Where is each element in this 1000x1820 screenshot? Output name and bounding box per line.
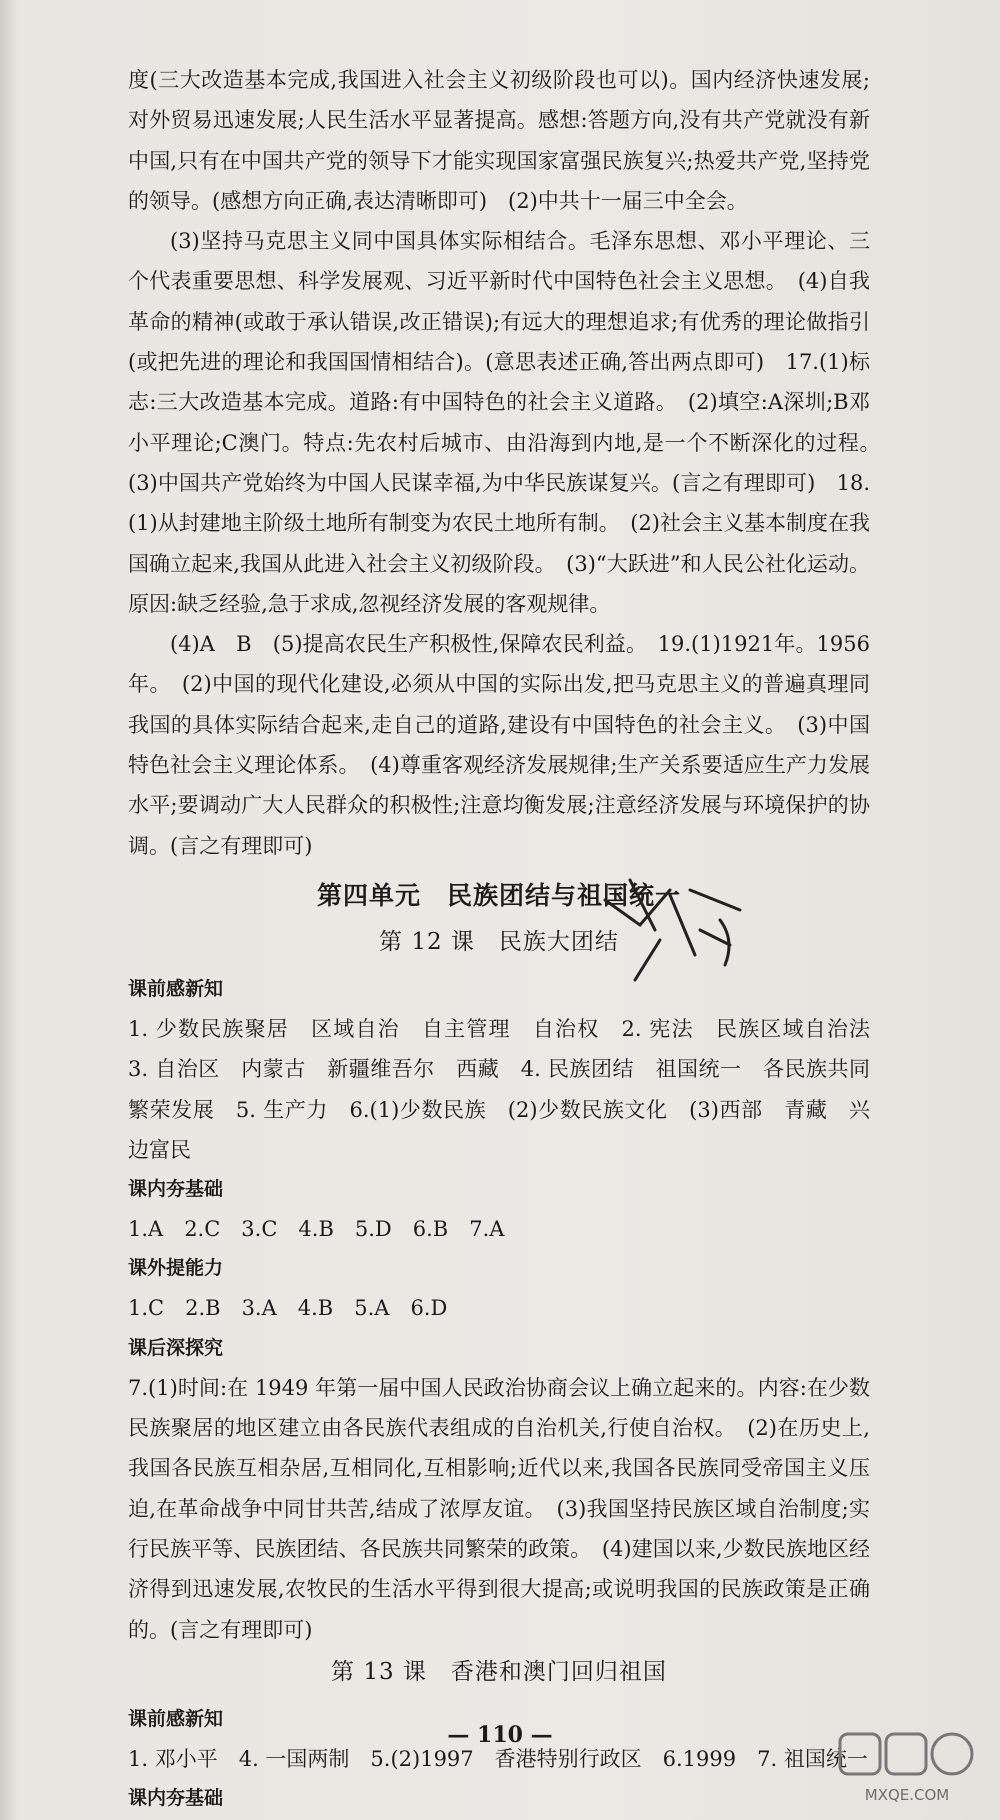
lesson-13-heading-preview: 课前感新知 [128, 1707, 224, 1730]
paragraph-answer-16-cont: 度(三大改造基本完成,我国进入社会主义初级阶段也可以)。国内经济快速发展;对外贸易迅速发展;人民生活水平显著提高。感想:答题方向,没有共产党就没有新中国,只有在中国共产党的领导下才能实现国家富强民族复兴;热爱共产党,坚持党的领导。(感想方向正确,表达清晰即可) (2)中共十一届三中全会。 [128, 68, 870, 213]
lesson-12-title: 第 12 课 民族大团结 [379, 928, 619, 955]
lesson-12-in-class-answers: 1.A 2.C 3.C 4.B 5.D 6.B 7.A [128, 1217, 505, 1242]
lesson-12-heading-in-class: 课内夯基础 [128, 1178, 224, 1201]
lesson-13-heading-in-class: 课内夯基础 [128, 1787, 224, 1810]
watermark-logo [832, 1728, 982, 1808]
lesson-12-heading-preview: 课前感新知 [128, 977, 224, 1000]
handwritten-scribble [600, 870, 760, 990]
paragraph-answer-18-19: (4)A B (5)提高农民生产积极性,保障农民利益。 19.(1)1921年。1956年。 (2)中国的现代化建设,必须从中国的实际出发,把马克思主义的普遍真理同我国的具体实际结合起来,走自己的道路,建设有中国特色的社会主义。 (3)中国特色社会主义理论体系。 (4)尊重客观经济发展规律;生产关系要适应生产力发展水平;要调动广大人民群众的积极性;注意均衡发展;注意经济发展与环境保护的协调。(言之有理即可) [128, 632, 870, 858]
lesson-12-extension-answers: 1.C 2.B 3.A 4.B 5.A 6.D [128, 1296, 448, 1321]
lesson-12-preview-answers: 1. 少数民族聚居 区域自治 自主管理 自治权 2. 宪法 民族区域自治法 3. 自治区 内蒙古 新疆维吾尔 西藏 4. 民族团结 祖国统一 各民族共同繁荣发展 5. 生产力 6.(1)少数民族 (2)少数民族文化 (3)西部 青藏 兴边富民 [128, 1016, 891, 1162]
watermark-site: MXQE.COM [864, 1786, 950, 1804]
page-number: — 110 — [447, 1722, 553, 1748]
paragraph-answer-16-17-18: (3)坚持马克思主义同中国具体实际相结合。毛泽东思想、邓小平理论、三个代表重要思想、科学发展观、习近平新时代中国特色社会主义思想。 (4)自我革命的精神(或敢于承认错误,改正错误);有远大的理想追求;有优秀的理论做指引(或把先进的理论和我国国情相结合)。(意思表述正确,答出两点即可) 17.(1)标志:三大改造基本完成。道路:有中国特色的社会主义道路。 (2)填空:A深圳;B邓小平理论;C澳门。特点:先农村后城市、由沿海到内地,是一个不断深化的过程。 (3)中国共产党始终为中国人民谋幸福,为中华民族谋复兴。(言之有理即可) 18.(1)从封建地主阶级土地所有制变为农民土地所有制。 (2)社会主义基本制度在我国确立起来,我国从此进入社会主义初级阶段。 (3)“大跃进”和人民公社化运动。原因:缺乏经验,急于求成,忽视经济发展的客观规律。 [128, 229, 891, 616]
unit-title: 第四单元 民族团结与祖国统一 [316, 880, 681, 910]
lesson-12-inquiry-answers: 7.(1)时间:在 1949 年第一届中国人民政治协商会议上确立起来的。内容:在少数民族聚居的地区建立由各民族代表组成的自治机关,行使自治权。 (2)在历史上,我国各民族互相杂居,互相同化,互相影响;近代以来,我国各民族同受帝国主义压迫,在革命战争中同甘共苦,结成了浓厚友谊。 (3)我国坚持民族区域自治制度;实行民族平等、民族团结、各民族共同繁荣的政策。 (4)建国以来,少数民族地区经济得到迅速发展,农牧民的生活水平得到很大提高;或说明我国的民族政策是正确的。(言之有理即可) [128, 1375, 870, 1642]
lesson-13-preview-answers: 1. 邓小平 4. 一国两制 5.(2)1997 香港特别行政区 6.1999 7. 祖国统一 [128, 1746, 868, 1771]
lesson-12-heading-extension: 课外提能力 [128, 1257, 224, 1280]
lesson-13-title: 第 13 课 香港和澳门回归祖国 [331, 1658, 667, 1685]
lesson-12-heading-inquiry: 课后深探究 [128, 1336, 224, 1359]
